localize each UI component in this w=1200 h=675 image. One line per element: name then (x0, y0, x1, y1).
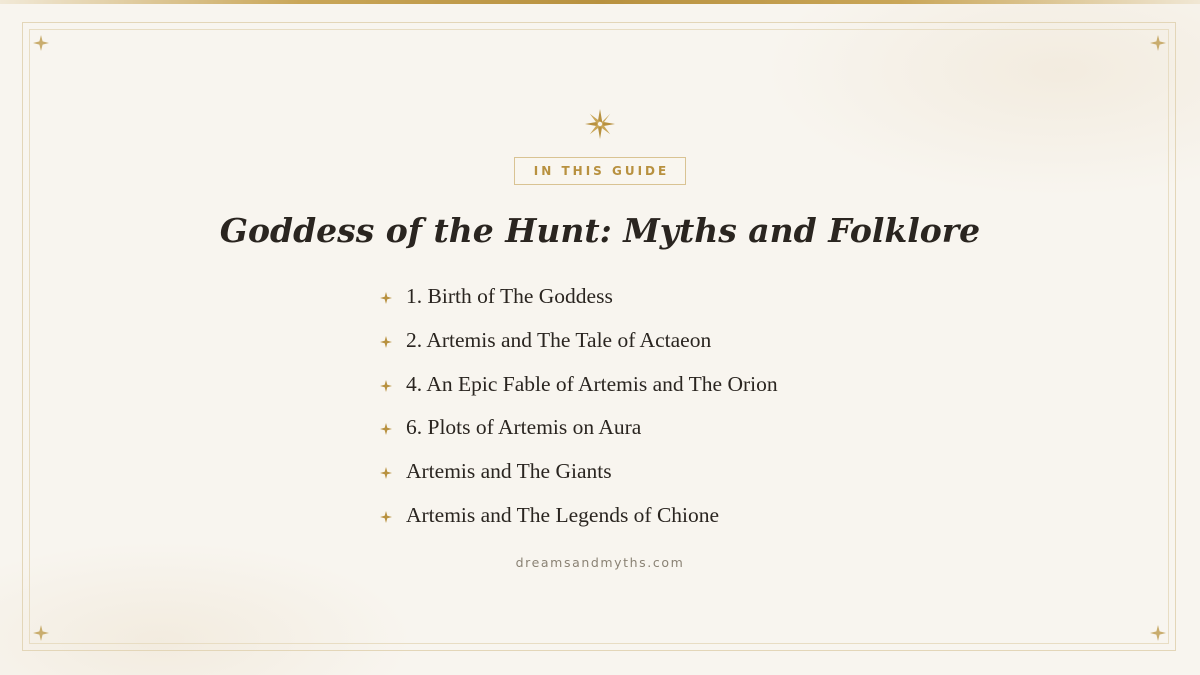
corner-star-icon (1150, 35, 1166, 51)
toc-item-label: Artemis and The Giants (406, 459, 612, 484)
corner-star-icon (33, 625, 49, 641)
four-point-star-icon (378, 290, 394, 306)
section-badge: IN THIS GUIDE (514, 157, 686, 185)
toc-item[interactable] (378, 501, 778, 545)
page-title: Goddess of the Hunt: Myths and Folklore (219, 211, 981, 250)
corner-star-icon (33, 35, 49, 51)
four-point-star-icon (378, 421, 394, 437)
four-point-star-icon (378, 465, 394, 481)
toc-item[interactable] (378, 413, 778, 457)
toc-item-label: 4. An Epic Fable of Artemis and The Orion (406, 371, 778, 396)
toc-item[interactable] (378, 457, 778, 501)
toc-item-label: Artemis and The Legends of Chione (406, 502, 720, 527)
eight-point-star-icon (584, 108, 616, 140)
toc-item[interactable] (378, 326, 778, 370)
toc-item-label: 1. Birth of The Goddess (406, 284, 613, 308)
toc-item[interactable] (378, 282, 778, 326)
four-point-star-icon (378, 334, 394, 350)
toc-item-label: 2. Artemis and The Tale of Actaeon (406, 327, 712, 352)
four-point-star-icon (378, 378, 394, 394)
site-footer: dreamsandmyths.com (515, 555, 685, 570)
toc-item[interactable] (378, 370, 778, 414)
table-of-contents (378, 282, 778, 545)
four-point-star-icon (378, 509, 394, 525)
top-accent-bar (0, 0, 1200, 4)
corner-star-icon (1150, 625, 1166, 641)
toc-item-label: 6. Plots of Artemis on Aura (406, 415, 642, 440)
